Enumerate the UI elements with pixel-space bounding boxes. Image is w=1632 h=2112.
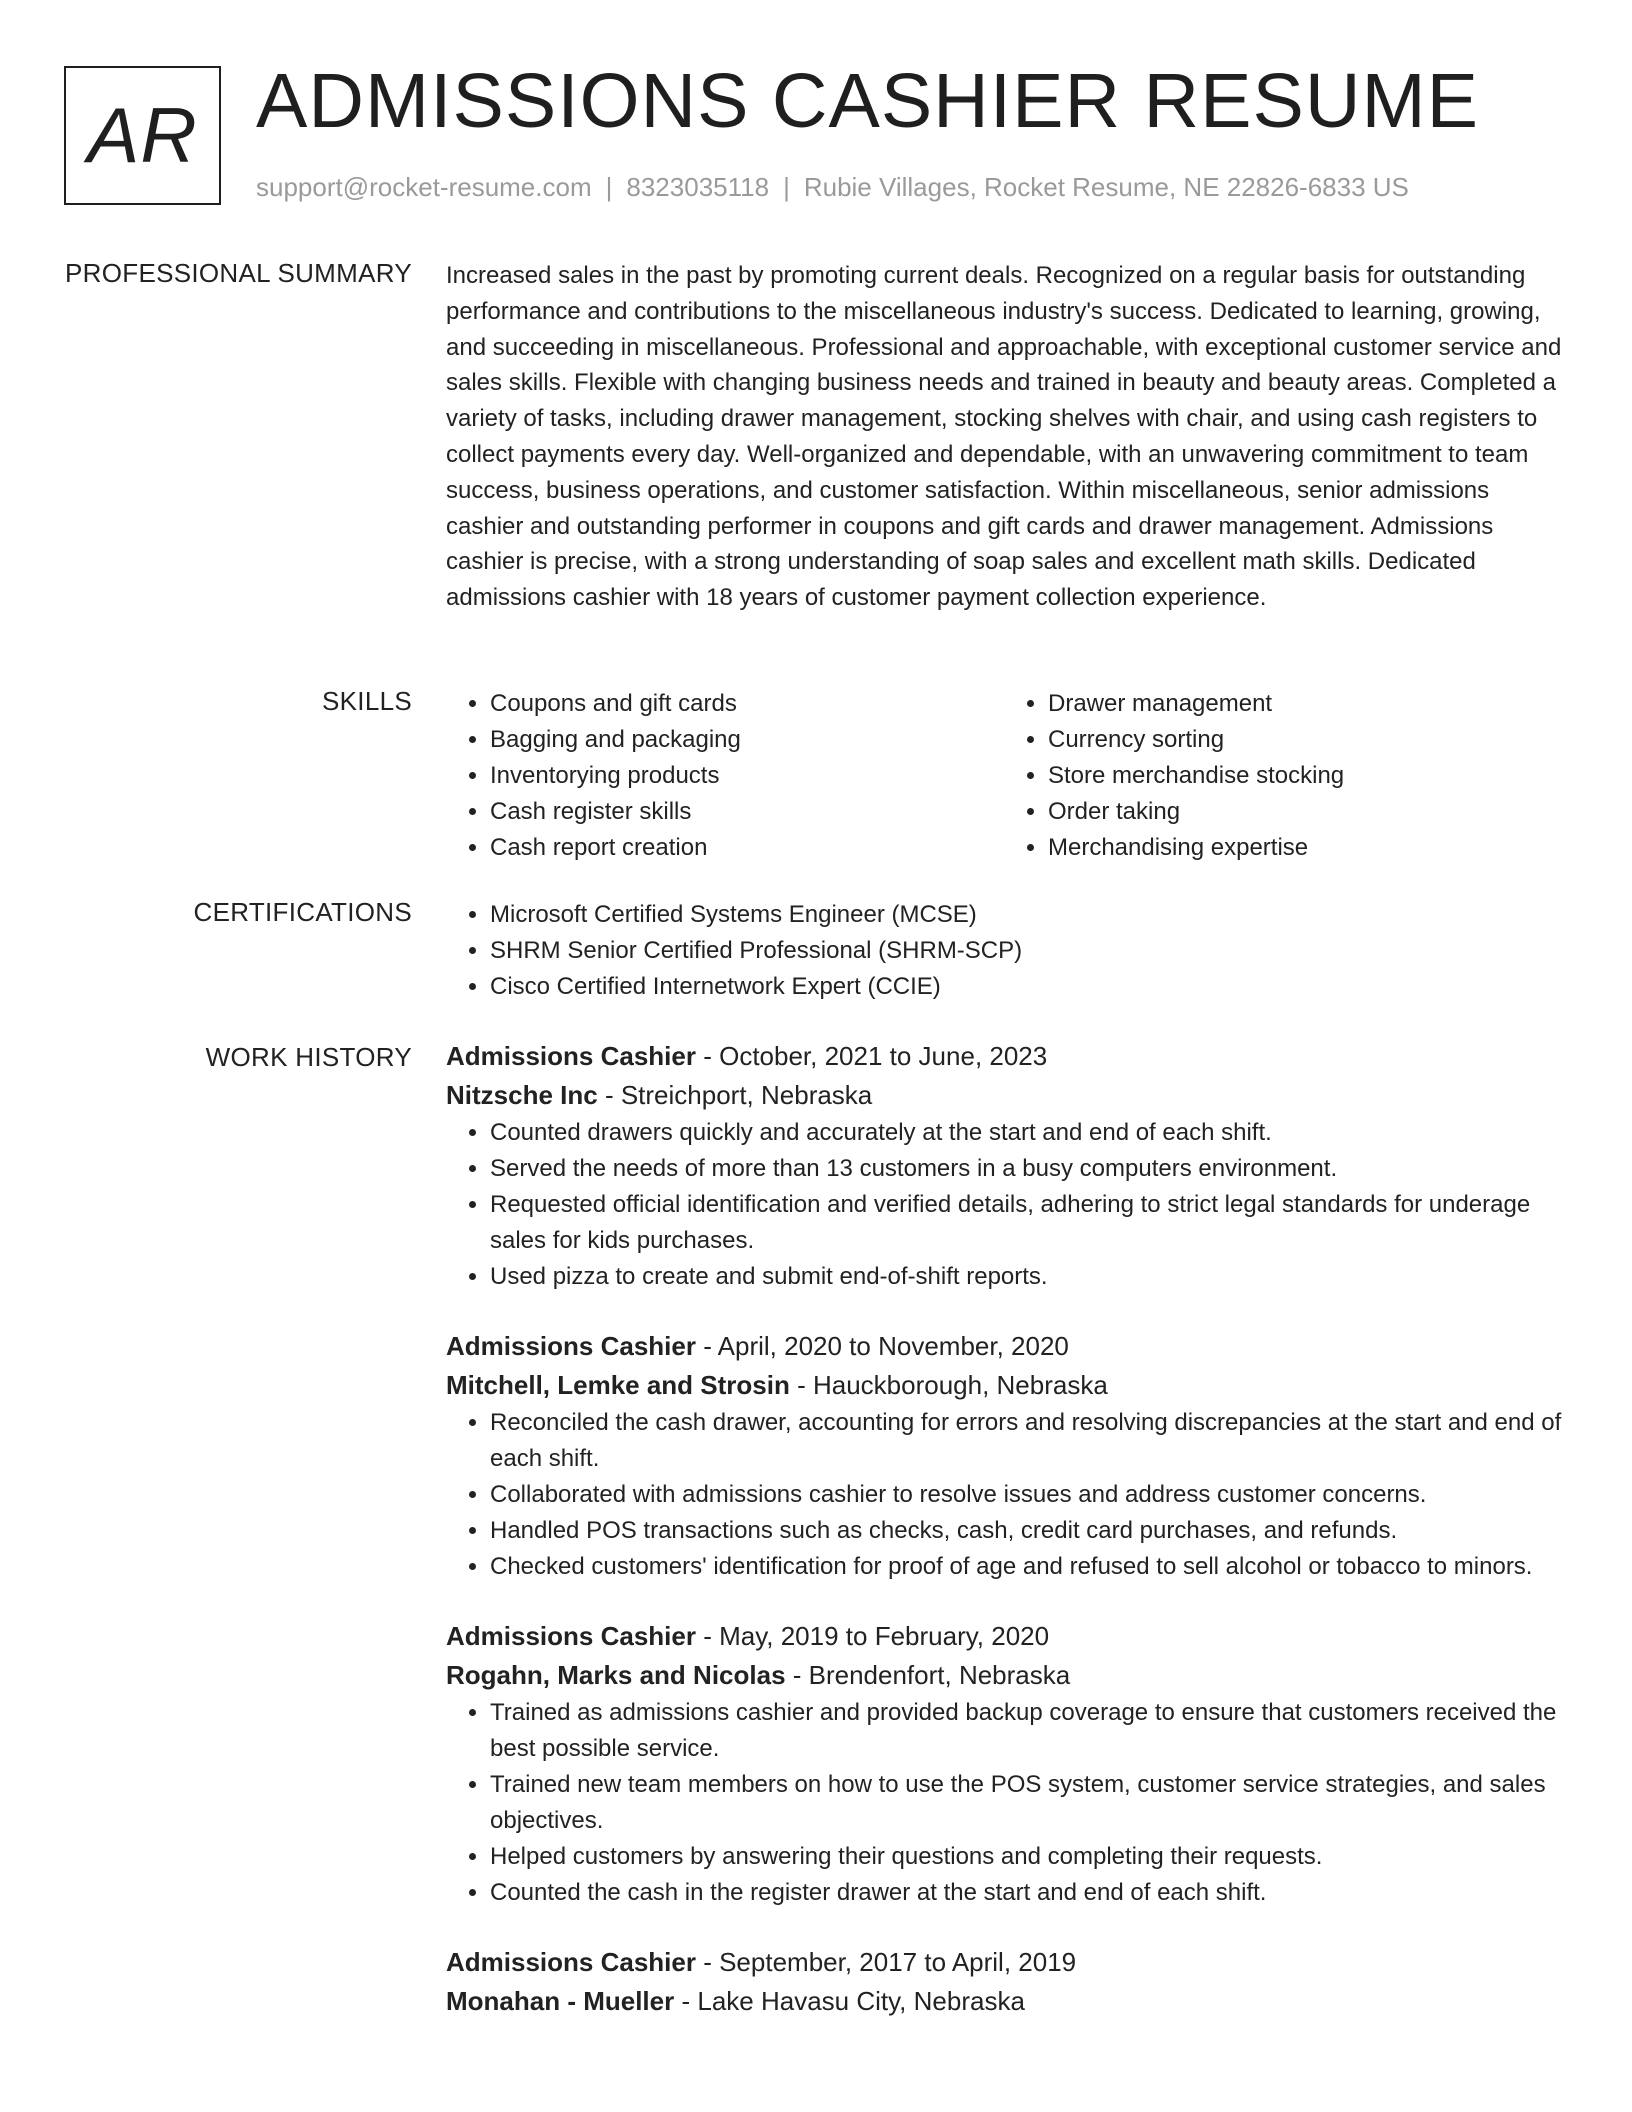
bullet-item: • Requested official identification and verified details, adhering to strict legal standards for underage sales for kids purchases.	[490, 1187, 1562, 1259]
bullet-item: • Trained as admissions cashier and provided backup coverage to ensure that customers received the best possible service.	[490, 1695, 1562, 1767]
bullet-item: • Cisco Certified Internetwork Expert (CCIE)	[490, 969, 1562, 1005]
job-company-line	[446, 1366, 1562, 1405]
bullet-item: • Currency sorting	[1048, 722, 1562, 758]
contact-address: Rubie Villages, Rocket Resume, NE 22826-6833 US	[803, 172, 1409, 202]
job-location: - Lake Havasu City, Nebraska	[674, 1986, 1025, 2016]
job-location: - Brendenfort, Nebraska	[785, 1660, 1071, 1690]
job-company-line	[446, 1982, 1562, 2021]
job-company: Monahan - Mueller	[446, 1986, 675, 2016]
job-location: - Streichport, Nebraska	[597, 1080, 873, 1110]
monogram-initials: AR	[87, 91, 198, 179]
contact-separator: |	[605, 172, 613, 202]
job-title: Admissions Cashier	[446, 1947, 696, 1977]
bullet-item: • Cash report creation	[490, 830, 1004, 866]
job-entry	[446, 1617, 1562, 1911]
bullet-item: • Reconciled the cash drawer, accounting for errors and resolving discrepancies at the start and end of each shift.	[490, 1405, 1562, 1477]
bullet-item: • Store merchandise stocking	[1048, 758, 1562, 794]
job-title-line	[446, 1943, 1562, 1982]
job-entry	[446, 1037, 1562, 1295]
job-dates: - September, 2017 to April, 2019	[695, 1947, 1077, 1977]
job-title-line	[446, 1617, 1562, 1656]
job-company: Mitchell, Lemke and Strosin	[446, 1370, 790, 1400]
bullet-item: • Cash register skills	[490, 794, 1004, 830]
bullet-item: • Checked customers' identification for proof of age and refused to sell alcohol or tobacco to minors.	[490, 1549, 1562, 1585]
job-duties-list	[446, 1115, 1562, 1295]
job-company-line	[446, 1076, 1562, 1115]
job-title-line	[446, 1327, 1562, 1366]
skills-content	[446, 686, 1562, 866]
job-dates: - October, 2021 to June, 2023	[695, 1041, 1048, 1071]
bullet-item: • Trained new team members on how to use the POS system, customer service strategies, and sales objectives.	[490, 1767, 1562, 1839]
contact-phone: 8323035118	[626, 172, 770, 202]
contact-email: support@rocket-resume.com	[256, 172, 592, 202]
bullet-item: • Counted the cash in the register drawer at the start and end of each shift.	[490, 1875, 1562, 1911]
skills-label: SKILLS	[322, 686, 412, 716]
job-company: Rogahn, Marks and Nicolas	[446, 1660, 786, 1690]
bullet-item: • Coupons and gift cards	[490, 686, 1004, 722]
bullet-item: • Bagging and packaging	[490, 722, 1004, 758]
summary-label: PROFESSIONAL SUMMARY	[65, 258, 412, 288]
certifications-list	[446, 897, 1562, 1005]
work-history-content	[446, 1037, 1562, 2053]
bullet-item: • Microsoft Certified Systems Engineer (MCSE)	[490, 897, 1562, 933]
bullet-item: • Drawer management	[1048, 686, 1562, 722]
skills-list-left	[446, 686, 1004, 866]
bullet-item: • SHRM Senior Certified Professional (SHRM-SCP)	[490, 933, 1562, 969]
bullet-item: • Collaborated with admissions cashier to resolve issues and address customer concerns.	[490, 1477, 1562, 1513]
job-title-line	[446, 1037, 1562, 1076]
bullet-item: • Handled POS transactions such as checks, cash, credit card purchases, and refunds.	[490, 1513, 1562, 1549]
job-dates: - May, 2019 to February, 2020	[695, 1621, 1050, 1651]
job-dates: - April, 2020 to November, 2020	[695, 1331, 1069, 1361]
bullet-item: • Served the needs of more than 13 customers in a busy computers environment.	[490, 1151, 1562, 1187]
certifications-content	[446, 897, 1562, 1005]
bullet-item: • Counted drawers quickly and accurately at the start and end of each shift.	[490, 1115, 1562, 1151]
certifications-label: CERTIFICATIONS	[193, 897, 412, 927]
job-location: - Hauckborough, Nebraska	[789, 1370, 1108, 1400]
job-title: Admissions Cashier	[446, 1621, 696, 1651]
bullet-item: • Used pizza to create and submit end-of-shift reports.	[490, 1259, 1562, 1295]
job-duties-list	[446, 1695, 1562, 1911]
work-history-label: WORK HISTORY	[205, 1042, 412, 1072]
bullet-item: • Order taking	[1048, 794, 1562, 830]
resume-title: ADMISSIONS CASHIER RESUME	[256, 58, 1479, 144]
skills-list-right	[1004, 686, 1562, 866]
job-duties-list	[446, 1405, 1562, 1585]
job-title: Admissions Cashier	[446, 1041, 696, 1071]
contact-separator: |	[783, 172, 790, 202]
job-title: Admissions Cashier	[446, 1331, 696, 1361]
job-company: Nitzsche Inc	[446, 1080, 598, 1110]
bullet-item: • Inventorying products	[490, 758, 1004, 794]
job-entry	[446, 1327, 1562, 1585]
summary-text: Increased sales in the past by promoting current deals. Recognized on a regular basis for outstanding performance and contributions to the miscellaneous industry's success. Dedicated to learning, growing, and succeeding in miscellaneous. Professional and approachable, with exceptional customer service and sales skills. Flexible with changing business needs and trained in beauty and beauty areas. Completed a variety of tasks, including drawer management, stocking shelves with chair, and using cash registers to collect payments every day. Well-organized and dependable, with an unwavering commitment to team success, business operations, and customer satisfaction. Within miscellaneous, senior admissions cashier and outstanding performer in coupons and gift cards and drawer management. Admissions cashier is precise, with a strong understanding of soap sales and excellent math skills. Dedicated admissions cashier with 18 years of customer payment collection experience.	[446, 262, 1562, 612]
bullet-item: • Helped customers by answering their questions and completing their requests.	[490, 1839, 1562, 1875]
bullet-item: • Merchandising expertise	[1048, 830, 1562, 866]
contact-line	[256, 172, 1409, 203]
job-company-line	[446, 1656, 1562, 1695]
monogram-box	[64, 66, 221, 205]
job-entry	[446, 1943, 1562, 2021]
summary-content	[446, 258, 1562, 616]
